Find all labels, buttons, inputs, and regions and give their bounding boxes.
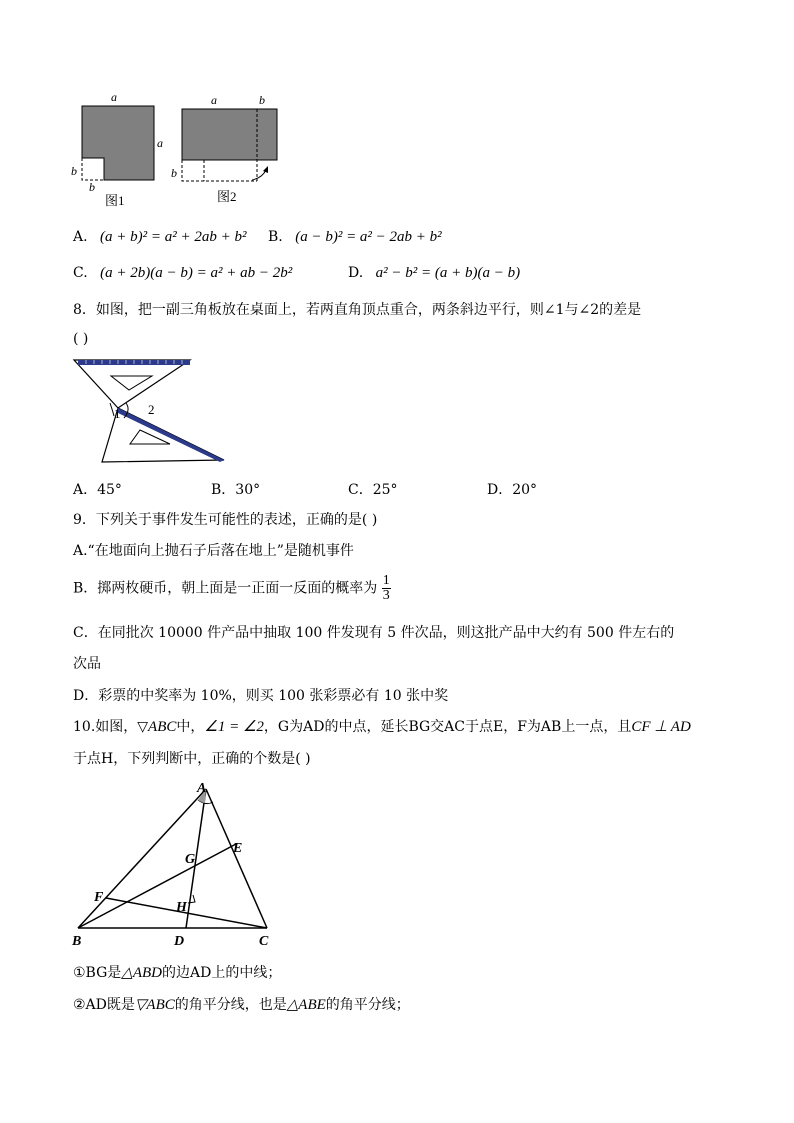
vertex-c-label: C [259, 934, 269, 949]
q9-option-d: D．彩票的中奖率为 10%，则买 100 张彩票必有 10 张中奖 [73, 688, 449, 704]
q7-figure-2 [164, 86, 288, 212]
point-e-label: E [233, 841, 243, 856]
angle-equality: ∠1 = ∠2 [204, 719, 264, 735]
segment-be [78, 844, 236, 928]
q7-option-c [73, 264, 292, 282]
q7-figure-1 [62, 86, 172, 212]
q7-option-a [73, 228, 247, 246]
fig1-dashed-square [82, 158, 104, 180]
q9-stem: 9．下列关于事件发生可能性的表述，正确的是( ) [73, 512, 378, 528]
q8-stem-line2: ( ) [73, 331, 89, 347]
option-d-expression: a² − b² = (a + b)(a − b) [375, 265, 521, 281]
point-h-label: H [176, 900, 187, 915]
perpendicular-relation: CF ⊥ AD [631, 719, 691, 735]
stem-text: 中， [176, 719, 205, 735]
q7-option-d [348, 264, 520, 282]
fig2-label-a: a [211, 93, 217, 107]
option-a-expression: (a + b)² = a² + 2ab + b² [100, 229, 247, 245]
fig2-caption: 图2 [217, 189, 237, 204]
option-prefix: D. [348, 265, 364, 281]
fig2-shaded-rect [182, 109, 277, 160]
fraction-denominator: 3 [382, 588, 390, 603]
q10-stem-line1 [73, 718, 691, 736]
q10-triangle-figure [66, 776, 286, 950]
vertex-b-label: B [72, 934, 82, 949]
q8-option-b: B．30° [211, 482, 261, 498]
fraction-numerator: 1 [382, 573, 390, 588]
upper-set-square [74, 360, 190, 408]
option-c-expression: (a + 2b)(a − b) = a² + ab − 2b² [100, 265, 293, 281]
option-prefix: B. [268, 229, 283, 245]
q9-option-a: A.“在地面向上抛石子后落在地上”是随机事件 [73, 543, 354, 559]
triangle-abd: △ABD [121, 965, 162, 981]
q8-option-c: C．25° [348, 482, 398, 498]
q8-option-a: A．45° [73, 482, 122, 498]
stem-text: ，G为AD的中点，延长BG交AC于点E，F为AB上一点，且 [263, 719, 632, 735]
fig2-label-b: b [259, 93, 265, 107]
statement-text: ①BG是 [73, 965, 122, 981]
q10-stem-line2: 于点H，下列判断中，正确的个数是( ) [73, 751, 311, 767]
angle-1-label: 1 [114, 406, 121, 421]
segment-ac [206, 789, 267, 928]
point-f-label: F [94, 890, 104, 905]
lower-ruler-edge [116, 408, 224, 462]
triangle-abc: ▽ABC [134, 997, 175, 1013]
fig1-label-top: a [111, 90, 117, 104]
fig1-caption: 图1 [105, 193, 125, 208]
statement-text: 的角平分线； [325, 997, 410, 1013]
point-g-label: G [185, 852, 196, 867]
fig1-label-right: a [157, 136, 163, 150]
q10-statement-2 [73, 996, 410, 1014]
fig2-label-left: b [171, 166, 177, 180]
option-b-expression: (a − b)² = a² − 2ab + b² [295, 229, 442, 245]
fig1-shaded-region [82, 106, 154, 180]
point-d-label: D [174, 934, 185, 949]
angle-2-label: 2 [148, 402, 155, 417]
triangle-abe: △ABE [286, 997, 326, 1013]
q8-stem-line1: 8．如图，把一副三角板放在桌面上，若两直角顶点重合，两条斜边平行，则∠1与∠2的差是 [73, 302, 642, 318]
statement-text: 的边AD上的中线； [162, 965, 282, 981]
triangle-name: ABC [148, 719, 177, 735]
q9-option-b-fraction [382, 574, 391, 603]
option-prefix: A. [73, 229, 88, 245]
fig1-label-bottom: b [89, 180, 95, 194]
q10-statement-1 [73, 964, 281, 982]
q9-option-c-line1: C．在同批次 10000 件产品中抽取 100 件发现有 5 件次品，则这批产品中大约有 500 件左右的 [73, 625, 675, 641]
vertex-a-label: A [197, 781, 207, 796]
fig2-dashed-strip [182, 160, 257, 181]
upper-inner-triangle [111, 376, 152, 390]
fig1-label-left: b [71, 164, 77, 178]
fig2-arrowhead [263, 166, 268, 173]
statement-text: 的角平分线，也是 [174, 997, 287, 1013]
q8-set-squares-figure [66, 352, 236, 470]
triangle-symbol: ▽ [137, 719, 149, 735]
statement-text: ②AD既是 [73, 997, 135, 1013]
fig2-rotate-arrow [252, 170, 266, 180]
stem-text: 10.如图， [73, 719, 138, 735]
q7-option-b [268, 228, 442, 246]
q9-option-b [73, 574, 391, 603]
q8-option-d: D．20° [487, 482, 538, 498]
option-prefix: C. [73, 265, 88, 281]
q9-option-b-text: B．掷两枚硬币，朝上面是一正面一反面的概率为 [73, 580, 378, 597]
q9-option-c-line2: 次品 [73, 656, 101, 672]
